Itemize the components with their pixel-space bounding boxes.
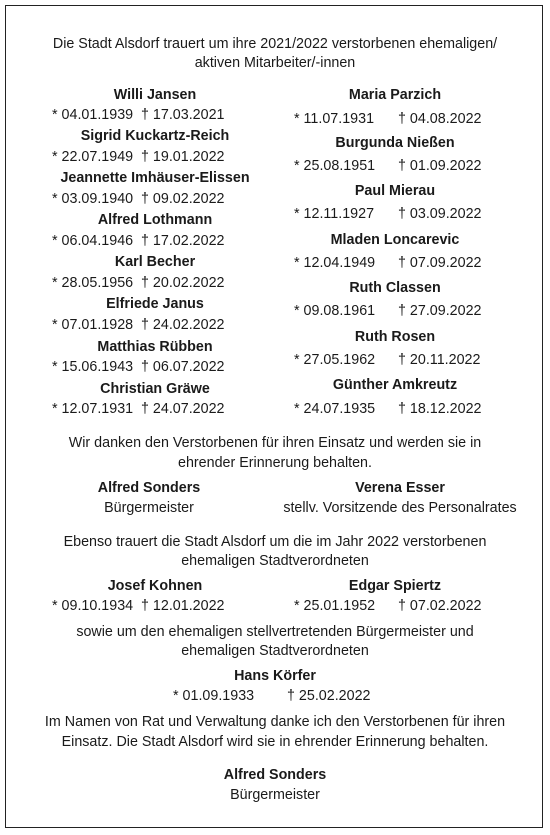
signer-title: Bürgermeister <box>104 500 194 516</box>
councilors-intro-line-2: ehemaligen Stadtverordneten <box>181 553 369 569</box>
intro-line-2: aktiven Mitarbeiter/-innen <box>194 55 356 71</box>
person-name: Karl Becher <box>114 254 196 270</box>
person-name: Josef Kohnen <box>107 578 203 594</box>
person-died: † 25.02.2022 <box>287 688 371 704</box>
person-died: † 20.11.2022 <box>398 352 481 368</box>
signer-name: Verena Esser <box>355 480 445 496</box>
person-name: Sigrid Kuckartz-Reich <box>80 128 230 144</box>
person-name: Edgar Spiertz <box>348 578 442 594</box>
person-born: * 07.01.1928 <box>52 317 134 333</box>
person-born: * 09.10.1934 <box>52 598 134 614</box>
closing-line-1: Im Namen von Rat und Verwaltung danke ich den Verstorbenen für ihren <box>44 714 506 730</box>
person-died: † 01.09.2022 <box>398 158 482 174</box>
deputy-intro-line-2: ehemaligen Stadtverordneten <box>181 643 369 659</box>
signer-title: stellv. Vorsitzende des Personalrates <box>283 500 517 516</box>
person-born: * 01.09.1933 <box>173 688 255 704</box>
person-died: † 27.09.2022 <box>398 303 482 319</box>
person-died: † 06.07.2022 <box>141 359 225 375</box>
person-born: * 25.08.1951 <box>294 158 376 174</box>
person-died: † 24.07.2022 <box>141 401 225 417</box>
final-signer-title: Bürgermeister <box>230 787 320 803</box>
person-born: * 15.06.1943 <box>52 359 134 375</box>
person-born: * 24.07.1935 <box>294 401 376 417</box>
person-died: † 12.01.2022 <box>141 598 225 614</box>
person-born: * 12.11.1927 <box>294 206 375 222</box>
person-died: † 17.02.2022 <box>141 233 225 249</box>
person-born: * 03.09.1940 <box>52 191 134 207</box>
thanks-line-1: Wir danken den Verstorbenen für ihren Einsatz und werden sie in <box>68 435 482 451</box>
person-died: † 03.09.2022 <box>398 206 482 222</box>
person-born: * 25.01.1952 <box>294 598 376 614</box>
person-born: * 04.01.1939 <box>52 107 134 123</box>
person-name: Ruth Classen <box>349 280 441 296</box>
person-born: * 06.04.1946 <box>52 233 134 249</box>
person-name: Elfriede Janus <box>106 296 204 312</box>
person-name: Paul Mierau <box>354 183 436 199</box>
person-name: Willi Jansen <box>113 87 197 103</box>
person-name: Mladen Loncarevic <box>330 232 460 248</box>
person-died: † 07.02.2022 <box>398 598 482 614</box>
person-name: Alfred Lothmann <box>97 212 213 228</box>
person-born: * 27.05.1962 <box>294 352 376 368</box>
person-name: Ruth Rosen <box>354 329 436 345</box>
person-name: Matthias Rübben <box>97 339 213 355</box>
person-name: Burgunda Nießen <box>335 135 455 151</box>
person-died: † 17.03.2021 <box>141 107 225 123</box>
person-born: * 11.07.1931 <box>294 111 375 127</box>
final-signer-name: Alfred Sonders <box>223 767 327 783</box>
person-died: † 18.12.2022 <box>398 401 482 417</box>
person-died: † 09.02.2022 <box>141 191 225 207</box>
person-born: * 12.07.1931 <box>52 401 134 417</box>
thanks-line-2: ehrender Erinnerung behalten. <box>178 455 372 471</box>
person-died: † 07.09.2022 <box>398 255 482 271</box>
closing-line-2: Einsatz. Die Stadt Alsdorf wird sie in ehrender Erinnerung behalten. <box>61 734 489 750</box>
person-born: * 09.08.1961 <box>294 303 376 319</box>
person-name: Christian Gräwe <box>100 381 210 397</box>
person-died: † 20.02.2022 <box>141 275 225 291</box>
person-name: Hans Körfer <box>234 668 316 684</box>
person-died: † 04.08.2022 <box>398 111 482 127</box>
person-born: * 22.07.1949 <box>52 149 134 165</box>
person-died: † 19.01.2022 <box>141 149 225 165</box>
intro-line-1: Die Stadt Alsdorf trauert um ihre 2021/2022 verstorbenen ehemaligen/ <box>52 36 498 52</box>
person-name: Maria Parzich <box>348 87 442 103</box>
person-died: † 24.02.2022 <box>141 317 225 333</box>
person-born: * 12.04.1949 <box>294 255 376 271</box>
person-name: Günther Amkreutz <box>332 377 458 393</box>
signer-name: Alfred Sonders <box>97 480 201 496</box>
deputy-intro-line-1: sowie um den ehemaligen stellvertretenden Bürgermeister und <box>76 624 474 640</box>
councilors-intro-line-1: Ebenso trauert die Stadt Alsdorf um die im Jahr 2022 verstorbenen <box>63 534 487 550</box>
person-name: Jeannette Imhäuser-Elissen <box>60 170 250 186</box>
person-born: * 28.05.1956 <box>52 275 134 291</box>
